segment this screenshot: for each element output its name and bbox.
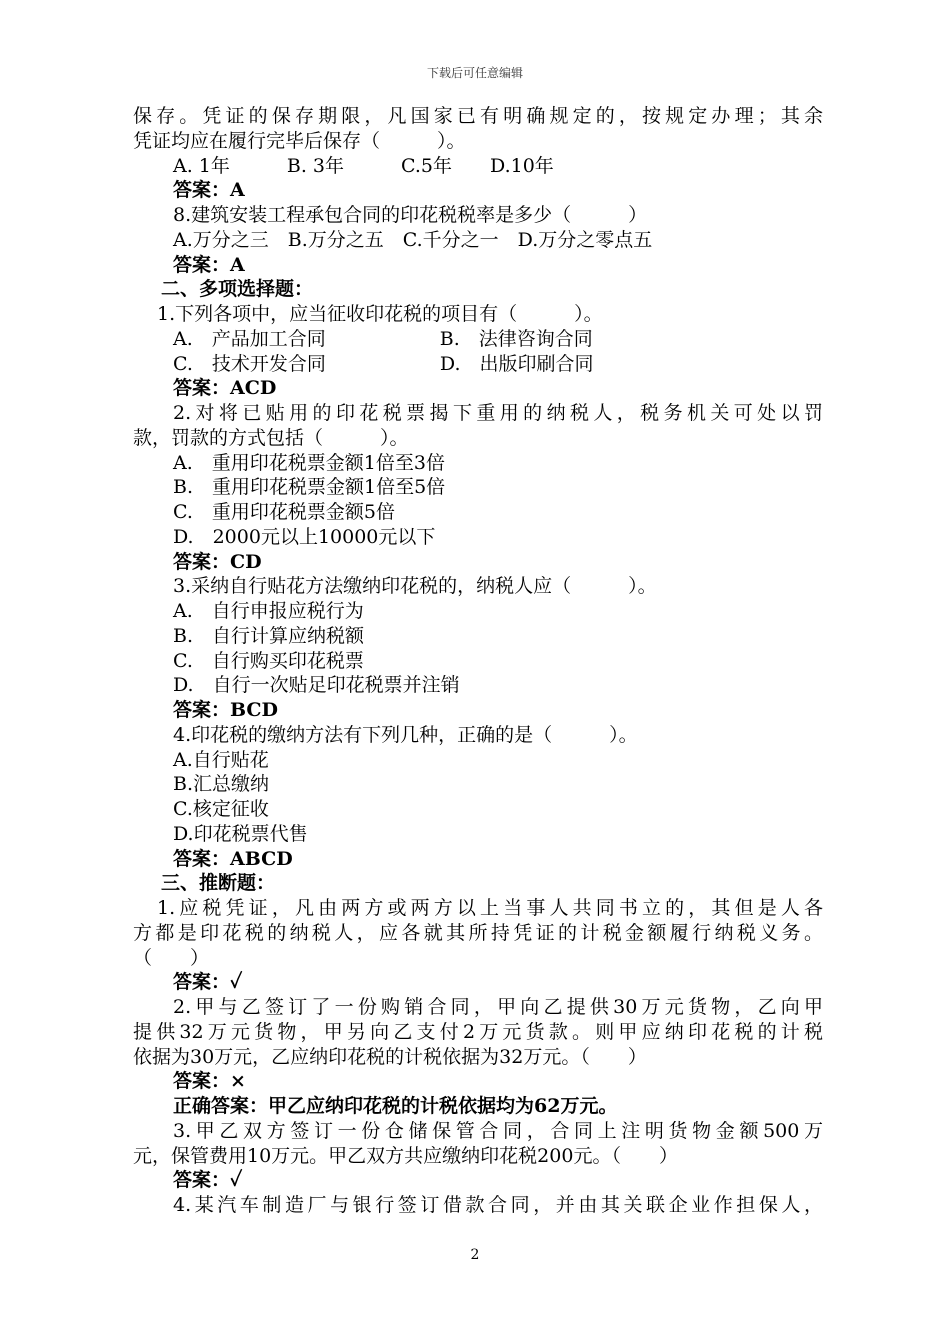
text-line: C.核定征收 <box>173 798 269 820</box>
bold-text-line: 答案：✓ <box>173 1169 243 1192</box>
document-body <box>133 104 823 1218</box>
text-line: 2.甲与乙签订了一份购销合同，甲向乙提供30万元货物，乙向甲 <box>173 996 823 1018</box>
bold-text-line: 答案：ACD <box>173 377 277 400</box>
text-line: A. 1年 B. 3年 C.5年 D.10年 <box>173 154 554 177</box>
text-line: 方都是印花税的纳税人，应各就其所持凭证的计税金额履行纳税义务。 <box>133 921 823 944</box>
bold-text-line: 答案：✓ <box>173 971 243 994</box>
bold-text-line: 答案：CD <box>173 550 262 573</box>
text-line: 1.下列各项中，应当征收印花税的项目有（ ）。 <box>157 303 603 325</box>
bold-text-line: 答案：BCD <box>173 699 279 721</box>
text-line: D.印花税票代售 <box>173 822 308 845</box>
text-line: C. 重用印花税票金额5倍 <box>173 501 395 523</box>
text-line: A. 自行申报应税行为 <box>173 600 364 622</box>
text-line: 4.印花税的缴纳方法有下列几种，正确的是（ ）。 <box>173 723 638 746</box>
text-line: 4.某汽车制造厂与银行签订借款合同，并由其关联企业作担保人， <box>173 1194 823 1216</box>
text-line: 提供32万元货物，甲另向乙支付2万元货款。则甲应纳印花税的计税 <box>133 1020 823 1043</box>
text-line: C. 技术开发合同 D. 出版印刷合同 <box>173 352 594 375</box>
page-number: 2 <box>470 1247 480 1263</box>
bold-text-line: 答案：× <box>173 1070 246 1093</box>
bold-text-line: 答案：ABCD <box>173 847 293 870</box>
text-line: 元，保管费用10万元。甲乙双方共应缴纳印花税200元。（ ） <box>133 1144 678 1167</box>
text-line: 8.建筑安装工程承包合同的印花税税率是多少（ ） <box>173 204 648 226</box>
text-line: （ ） <box>133 946 210 969</box>
text-line: A. 重用印花税票金额1倍至3倍 <box>173 451 445 474</box>
text-line: 款，罚款的方式包括（ ）。 <box>133 426 409 449</box>
text-line: 依据为30万元，乙应纳印花税的计税依据为32万元。（ ） <box>133 1045 647 1068</box>
bold-text-line: 答案：A <box>173 179 245 202</box>
bold-text-line: 三、推断题： <box>161 872 276 895</box>
text-line: B. 重用印花税票金额1倍至5倍 <box>173 476 446 499</box>
text-line: A.自行贴花 <box>173 748 269 771</box>
text-line: C. 自行购买印花税票 <box>173 649 364 672</box>
bold-text-line: 二、多项选择题： <box>161 278 314 301</box>
text-line: B.汇总缴纳 <box>173 773 270 796</box>
bold-text-line: 答案：A <box>173 253 245 276</box>
text-line: D. 自行一次贴足印花税票并注销 <box>173 674 460 697</box>
page-header: 下载后可任意编辑 <box>426 66 523 80</box>
text-line: 1.应税凭证，凡由两方或两方以上当事人共同书立的，其但是人各 <box>157 897 823 919</box>
text-line: 3.甲乙双方签订一份仓储保管合同，合同上注明货物金额500万 <box>173 1119 823 1142</box>
text-line: 保存。凭证的保存期限，凡国家已有明确规定的，按规定办理；其余 <box>133 105 823 127</box>
text-line: D. 2000元以上10000元以下 <box>173 525 436 548</box>
text-line: B. 自行计算应纳税额 <box>173 624 365 647</box>
text-line: 3.采纳自行贴花方法缴纳印花税的，纳税人应（ ）。 <box>173 575 657 598</box>
bold-text-line: 正确答案：甲乙应纳印花税的计税依据均为62万元。 <box>173 1095 618 1117</box>
text-line: 凭证均应在履行完毕后保存（ ）。 <box>133 129 466 152</box>
text-line: A. 产品加工合同 B. 法律咨询合同 <box>173 327 593 350</box>
text-line: A.万分之三 B.万分之五 C.千分之一 D.万分之零点五 <box>173 228 653 251</box>
text-line: 2.对将已贴用的印花税票揭下重用的纳税人，税务机关可处以罚 <box>173 402 823 424</box>
